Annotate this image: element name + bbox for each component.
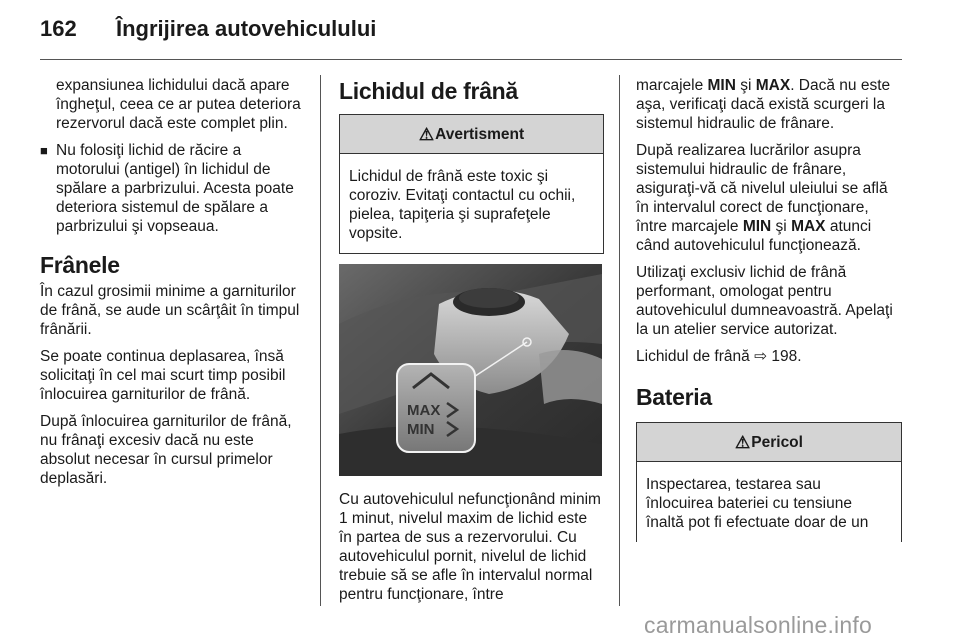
paragraph: După înlocuirea garniturilor de frână, nu frânaţi excesiv dacă nu este absolut necesar în cursul primelor deplasări.: [40, 413, 292, 487]
column-3: [636, 76, 902, 542]
min-mark-text: MIN: [742, 218, 772, 235]
bullet-item: [40, 141, 305, 236]
bullet-marker: ■: [40, 143, 48, 158]
page-title: Îngrijirea autovehiculului: [116, 16, 377, 41]
warning-text: Lichidul de frână este toxic şi coroziv. Evitaţi contactul cu ochii, pielea, tapiţeria şi suprafeţele vopsite.: [349, 168, 576, 242]
danger-title: Pericol: [751, 433, 803, 451]
max-mark-label: MAX: [407, 402, 441, 419]
brake-fluid-reservoir-image: [339, 264, 602, 476]
column-divider-2: [619, 75, 620, 606]
reservoir-illustration: [339, 264, 602, 476]
danger-text: Inspectarea, testarea sau înlocuirea bateriei cu tensiune înaltă pot fi efectuate doar de un: [646, 476, 869, 531]
paragraph: Utilizaţi exclusiv lichid de frână performant, omologat pentru autovehiculul dumneavoastră. Apelaţi la un atelier service autorizat.: [636, 264, 893, 338]
paragraph: [636, 76, 902, 133]
header-rule: [40, 59, 902, 60]
text-run: Lichidul de frână: [636, 348, 755, 365]
warning-title: Avertisment: [435, 125, 525, 143]
text-run: şi: [771, 218, 792, 235]
warning-triangle-icon: ⚠: [735, 432, 751, 452]
section-heading-bateria: Bateria: [636, 384, 712, 410]
warning-box: [339, 114, 604, 254]
section-heading-franele: Frânele: [40, 252, 120, 278]
warning-triangle-icon: ⚠: [418, 124, 435, 144]
paragraph: În cazul grosimii minime a garniturilor de frână, se aude un scârţâit în timpul frânării.: [40, 283, 300, 338]
danger-box-header: [637, 423, 901, 462]
paragraph: [636, 141, 902, 255]
max-mark-text: MAX: [755, 77, 791, 94]
text-run: şi: [735, 77, 756, 94]
min-mark-text: MIN: [707, 77, 736, 94]
text-run: După realizarea lucrărilor asupra sistemului hidraulic de frânare, asiguraţi-vă că nivelul uleiului se află în intervalul corect de funcţionare, între marcajele: [636, 142, 888, 235]
text-run: . Dacă nu este aşa, verificaţi dacă există scurgeri la sistemul hidraulic de frânare.: [636, 77, 891, 132]
page-number: 162: [40, 16, 77, 41]
min-mark-label: MIN: [407, 421, 435, 438]
column-1: [40, 76, 305, 496]
column-divider-1: [320, 75, 321, 606]
watermark: carmanualsonline.info: [644, 612, 872, 638]
paragraph: Se poate continua deplasarea, însă solicitaţi în cel mai scurt timp posibil înlocuirea garniturilor de frână.: [40, 348, 286, 403]
continued-paragraph: expansiunea lichidului dacă apare îngheţul, ceea ce ar putea deteriora rezervorul dacă este complet plin.: [56, 77, 301, 132]
danger-box: [636, 422, 902, 542]
max-mark-text: MAX: [791, 218, 826, 235]
text-run: marcajele: [636, 77, 708, 94]
section-heading-lichid-frana: Lichidul de frână: [339, 78, 518, 104]
warning-box-header: [340, 115, 603, 154]
image-caption: Cu autovehiculul nefuncţionând minim 1 minut, nivelul maxim de lichid este în partea de sus a rezervorului. Cu autovehiculul pornit, nivelul de lichid trebuie să se afle în intervalul normal pentru funcţionare, între: [339, 491, 601, 603]
cross-reference: [636, 347, 902, 366]
page-ref-arrow-icon: ⇨: [754, 348, 768, 365]
text-run: atunci când autovehiculul funcţionează.: [636, 218, 872, 254]
column-2: [339, 76, 604, 612]
bullet-text: Nu folosiţi lichid de răcire a motorului (antigel) în lichidul de spălare a parbrizului. Acesta poate deteriora sistemul de spălare a parbrizului şi vopseaua.: [56, 142, 294, 235]
page-ref-number: 198.: [767, 348, 802, 365]
